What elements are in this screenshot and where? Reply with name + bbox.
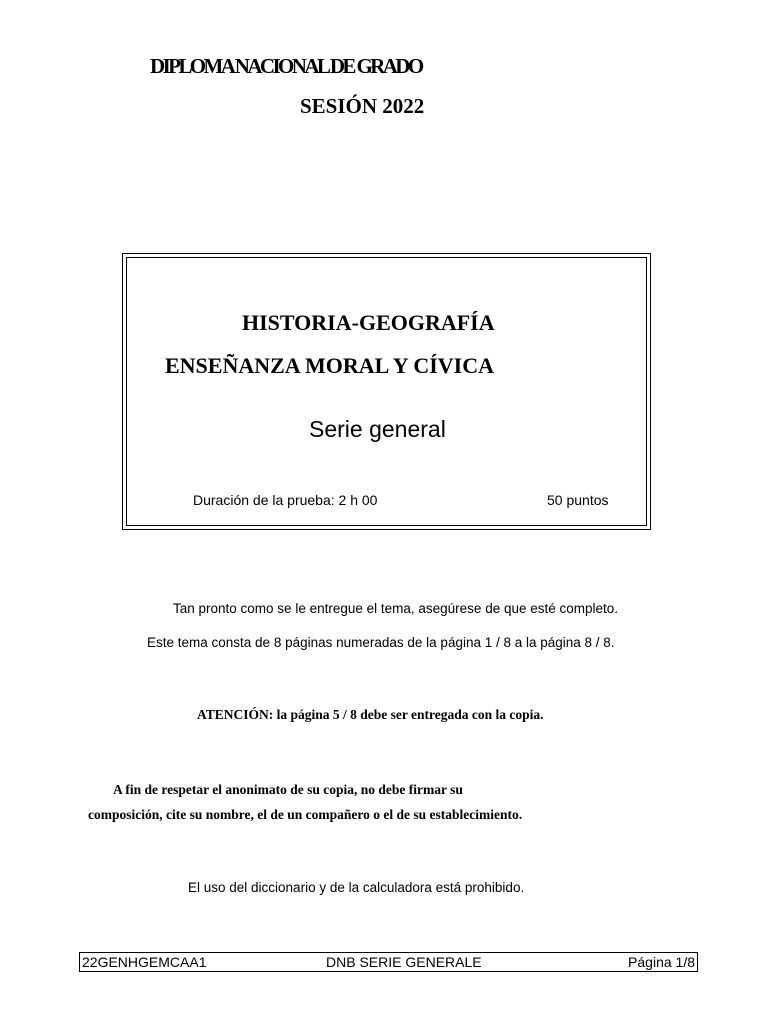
footer-page-number: Página 1/8 <box>628 954 695 970</box>
subject-title-line2: ENSEÑANZA MORAL Y CÍVICA <box>165 353 495 378</box>
footer-exam-code: 22GENHGEMCAA1 <box>82 954 207 970</box>
anonymity-notice-line2: composición, cite su nombre, el de un compañero o el de su establecimiento. <box>88 807 523 822</box>
exam-duration: Duración de la prueba: 2 h 00 <box>193 492 378 508</box>
session-title: SESIÓN 2022 <box>300 94 425 118</box>
footer-exam-title: DNB SERIE GENERALE <box>326 954 482 970</box>
series-label: Serie general <box>309 416 446 442</box>
instruction-check-complete: Tan pronto como se le entregue el tema, asegúrese de que esté completo. <box>173 601 619 616</box>
dictionary-calculator-notice: El uso del diccionario y de la calculadora está prohibido. <box>188 880 525 895</box>
subject-title-box-inner-frame <box>126 257 647 526</box>
subject-title-box <box>122 253 651 530</box>
page-footer <box>79 952 698 972</box>
instruction-page-count: Este tema consta de 8 páginas numeradas de la página 1 / 8 a la página 8 / 8. <box>147 635 615 650</box>
attention-notice: ATENCIÓN: la página 5 / 8 debe ser entregada con la copia. <box>197 707 544 722</box>
diploma-title: DIPLOMA NACIONAL DE GRADO <box>150 54 422 78</box>
exam-points: 50 puntos <box>547 492 609 508</box>
subject-title-line1: HISTORIA-GEOGRAFÍA <box>242 310 495 335</box>
anonymity-notice-line1: A fin de respetar el anonimato de su copia, no debe firmar su <box>113 782 463 797</box>
